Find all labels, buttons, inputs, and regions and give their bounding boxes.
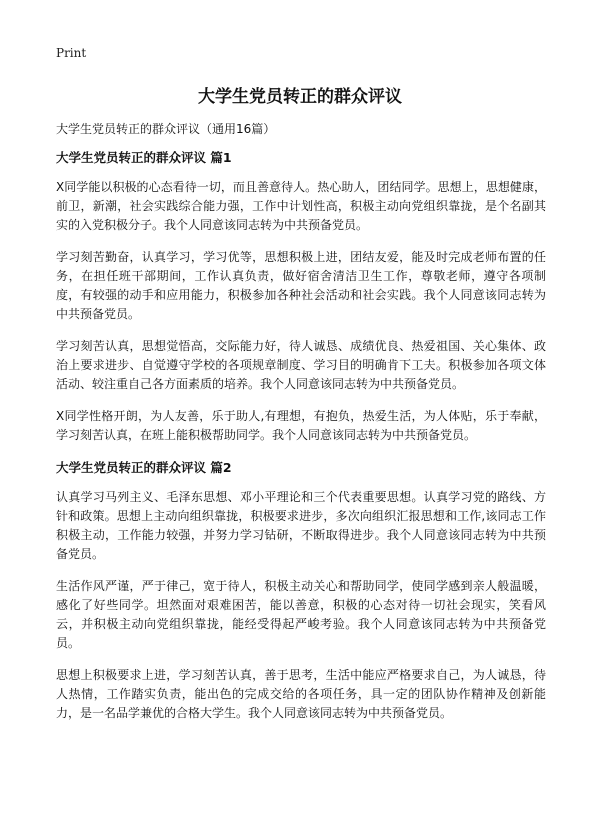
document-subtitle: 大学生党员转正的群众评议（通用16篇） — [56, 122, 276, 136]
paragraph: 生活作风严谨，严于律己，宽于待人，积极主动关心和帮助同学，使同学感到亲人般温暖，感化了好些同学。坦然面对艰难困苦，能以善意，积极的心态对待一切社会现实，笑看风云，并积极主动向党组织靠拢，能经受得起严峻考验。我个人同意该同志转为中共预备党员。 — [56, 579, 546, 650]
document-body — [56, 148, 546, 736]
paragraph: X同学能以积极的心态看待一切，而且善意待人。热心助人，团结同学。思想上，思想健康，前卫，新潮，社会实践综合能力强，工作中计划性高，积极主动向党组织靠拢，是个名副其实的入党积极分子。我个人同意该同志转为中共预备党员。 — [56, 180, 546, 232]
paragraph: 学习刻苦认真，思想觉悟高，交际能力好，待人诚恳、成绩优良、热爱祖国、关心集体、政治上要求进步、自觉遵守学校的各项规章制度、学习目的明确肯下工夫。积极参加各项文体活动、较注重自己各方面素质的培养。我个人同意该同志转为中共预备党员。 — [56, 339, 546, 391]
print-label: Print — [56, 46, 87, 60]
paragraph: X同学性格开朗，为人友善，乐于助人,有理想，有抱负，热爱生活，为人体贴，乐于奉献，学习刻苦认真，在班上能积极帮助同学。我个人同意该同志转为中共预备党员。 — [56, 409, 546, 442]
section-heading: 大学生党员转正的群众评议 篇1 — [56, 150, 232, 165]
paragraph: 认真学习马列主义、毛泽东思想、邓小平理论和三个代表重要思想。认真学习党的路线、方针和政策。思想上主动向组织靠拢，积极要求进步，多次向组织汇报思想和工作,该同志工作积极主动，工作能力较强，并努力学习钻研，不断取得进步。我个人同意该同志转为中共预备党员。 — [56, 490, 546, 561]
paragraph: 学习刻苦勤奋，认真学习，学习优等，思想积极上进，团结友爱，能及时完成老师布置的任务，在担任班干部期间，工作认真负责，做好宿舍清洁卫生工作，尊敬老师，遵守各项制度，有较强的动手和应用能力，积极参加各种社会活动和社会实践。我个人同意该同志转为中共预备党员。 — [56, 250, 546, 321]
section-heading: 大学生党员转正的群众评议 篇2 — [56, 460, 232, 475]
paragraph: 思想上积极要求上进，学习刻苦认真，善于思考，生活中能应严格要求自己，为人诚恳，待人热情，工作踏实负责，能出色的完成交给的各项任务，具一定的团队协作精神及创新能力，是一名品学兼优的合格大学生。我个人同意该同志转为中共预备党员。 — [56, 668, 546, 720]
document-title: 大学生党员转正的群众评议 — [198, 87, 402, 107]
